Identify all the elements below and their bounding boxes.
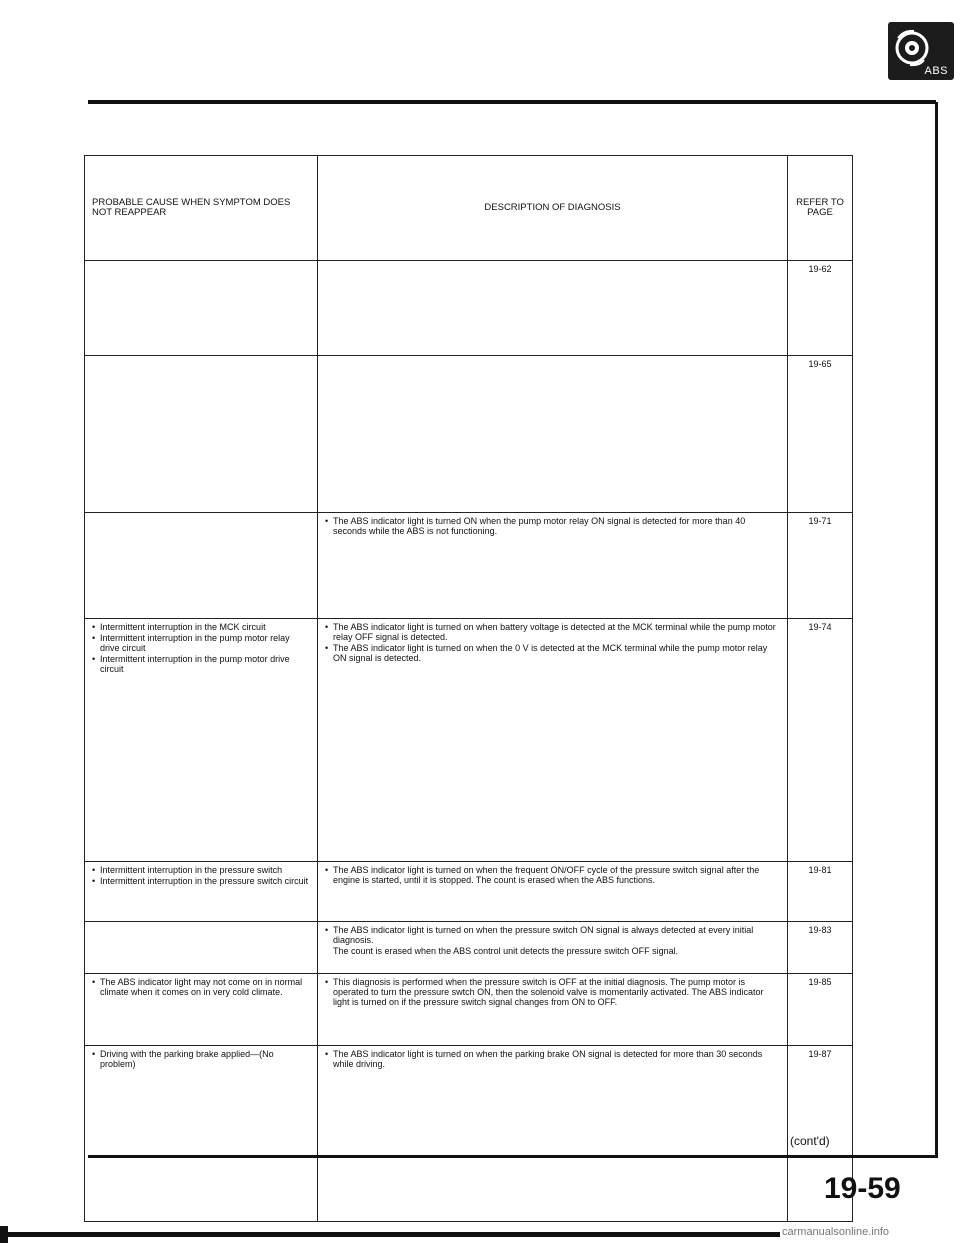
cause-cell xyxy=(85,974,318,1046)
table-row xyxy=(85,513,853,619)
header-probable-cause: PROBABLE CAUSE WHEN SYMPTOM DOES NOT REAPPEAR xyxy=(85,156,318,261)
description-cell xyxy=(318,1046,788,1222)
header-refer-page: REFER TO PAGE xyxy=(788,156,853,261)
bottom-edge-strip xyxy=(0,1232,780,1237)
description-item: • The ABS indicator light is turned on when the pressure switch ON signal is always detected at every initial diagnosis. xyxy=(325,925,780,945)
right-border-bar xyxy=(935,102,938,1157)
cause-cell xyxy=(85,1046,318,1222)
ref-page-cell: 19-65 xyxy=(788,356,853,513)
ref-page-cell: 19-74 xyxy=(788,619,853,862)
description-cell xyxy=(318,261,788,356)
table-header-row xyxy=(85,156,853,261)
ref-page-cell: 19-85 xyxy=(788,974,853,1046)
cause-item: • Intermittent interruption in the pressure switch circuit xyxy=(92,876,310,886)
header-description: DESCRIPTION OF DIAGNOSIS xyxy=(318,156,788,261)
cause-cell xyxy=(85,862,318,922)
table-row xyxy=(85,974,853,1046)
table-row xyxy=(85,862,853,922)
cause-item: • The ABS indicator light may not come on in normal climate when it comes on in very cold climate. xyxy=(92,977,310,997)
abs-logo-label: ABS xyxy=(924,65,948,77)
cause-cell xyxy=(85,261,318,356)
description-item: • This diagnosis is performed when the pressure switch is OFF at the initial diagnosis. The pump motor is operated to turn the pressure swtch ON, then the solenoid valve is momentarily activated. The ABS indicator light is turned on if the pressure switch signal changes from ON to OFF. xyxy=(325,977,780,1007)
cause-item: • Intermittent interruption in the pressure switch xyxy=(92,865,310,875)
description-cell xyxy=(318,356,788,513)
ref-page-cell: 19-71 xyxy=(788,513,853,619)
cause-item: • Intermittent interruption in the pump motor drive circuit xyxy=(92,654,310,674)
top-rule xyxy=(88,100,936,104)
table-row xyxy=(85,1046,853,1222)
description-cell xyxy=(318,922,788,974)
cause-item: • Intermittent interruption in the pump motor relay drive circuit xyxy=(92,633,310,653)
continued-label: (cont'd) xyxy=(790,1134,830,1148)
cause-cell xyxy=(85,619,318,862)
cause-cell xyxy=(85,922,318,974)
abs-logo xyxy=(888,22,954,80)
table-row xyxy=(85,922,853,974)
table-row xyxy=(85,619,853,862)
description-item: • The ABS indicator light is turned on when the frequent ON/OFF cycle of the pressure switch signal after the engine is started, until it is stopped. The count is erased when the ABS functions. xyxy=(325,865,780,885)
brake-disc-icon xyxy=(894,28,934,68)
ref-page-cell: 19-81 xyxy=(788,862,853,922)
bottom-rule xyxy=(88,1155,938,1158)
description-item: • The ABS indicator light is turned ON when the pump motor relay ON signal is detected for more than 40 seconds while the ABS is not functioning. xyxy=(325,516,780,536)
page-number: 19-59 xyxy=(824,1172,901,1205)
description-cell xyxy=(318,513,788,619)
description-cell xyxy=(318,974,788,1046)
description-cell xyxy=(318,619,788,862)
ref-page-cell: 19-87 xyxy=(788,1046,853,1222)
table-row xyxy=(85,356,853,513)
description-item: • The ABS indicator light is turned on when battery voltage is detected at the MCK terminal while the pump motor relay OFF signal is detected. xyxy=(325,622,780,642)
diagnosis-table xyxy=(84,155,853,1222)
table-row xyxy=(85,261,853,356)
watermark: carmanualsonline.info xyxy=(782,1226,890,1238)
cause-item: • Driving with the parking brake applied—(No problem) xyxy=(92,1049,310,1069)
cause-cell xyxy=(85,356,318,513)
description-item: • The ABS indicator light is turned on when the parking brake ON signal is detected for more than 30 seconds while driving. xyxy=(325,1049,780,1069)
description-note: The count is erased when the ABS control unit detects the pressure switch OFF signal. xyxy=(333,946,679,956)
cause-cell xyxy=(85,513,318,619)
description-cell xyxy=(318,862,788,922)
ref-page-cell: 19-62 xyxy=(788,261,853,356)
cause-item: • Intermittent interruption in the MCK circuit xyxy=(92,622,310,632)
ref-page-cell: 19-83 xyxy=(788,922,853,974)
description-item: • The ABS indicator light is turned on when the 0 V is detected at the MCK terminal while the pump motor relay ON signal is detected. xyxy=(325,643,780,663)
